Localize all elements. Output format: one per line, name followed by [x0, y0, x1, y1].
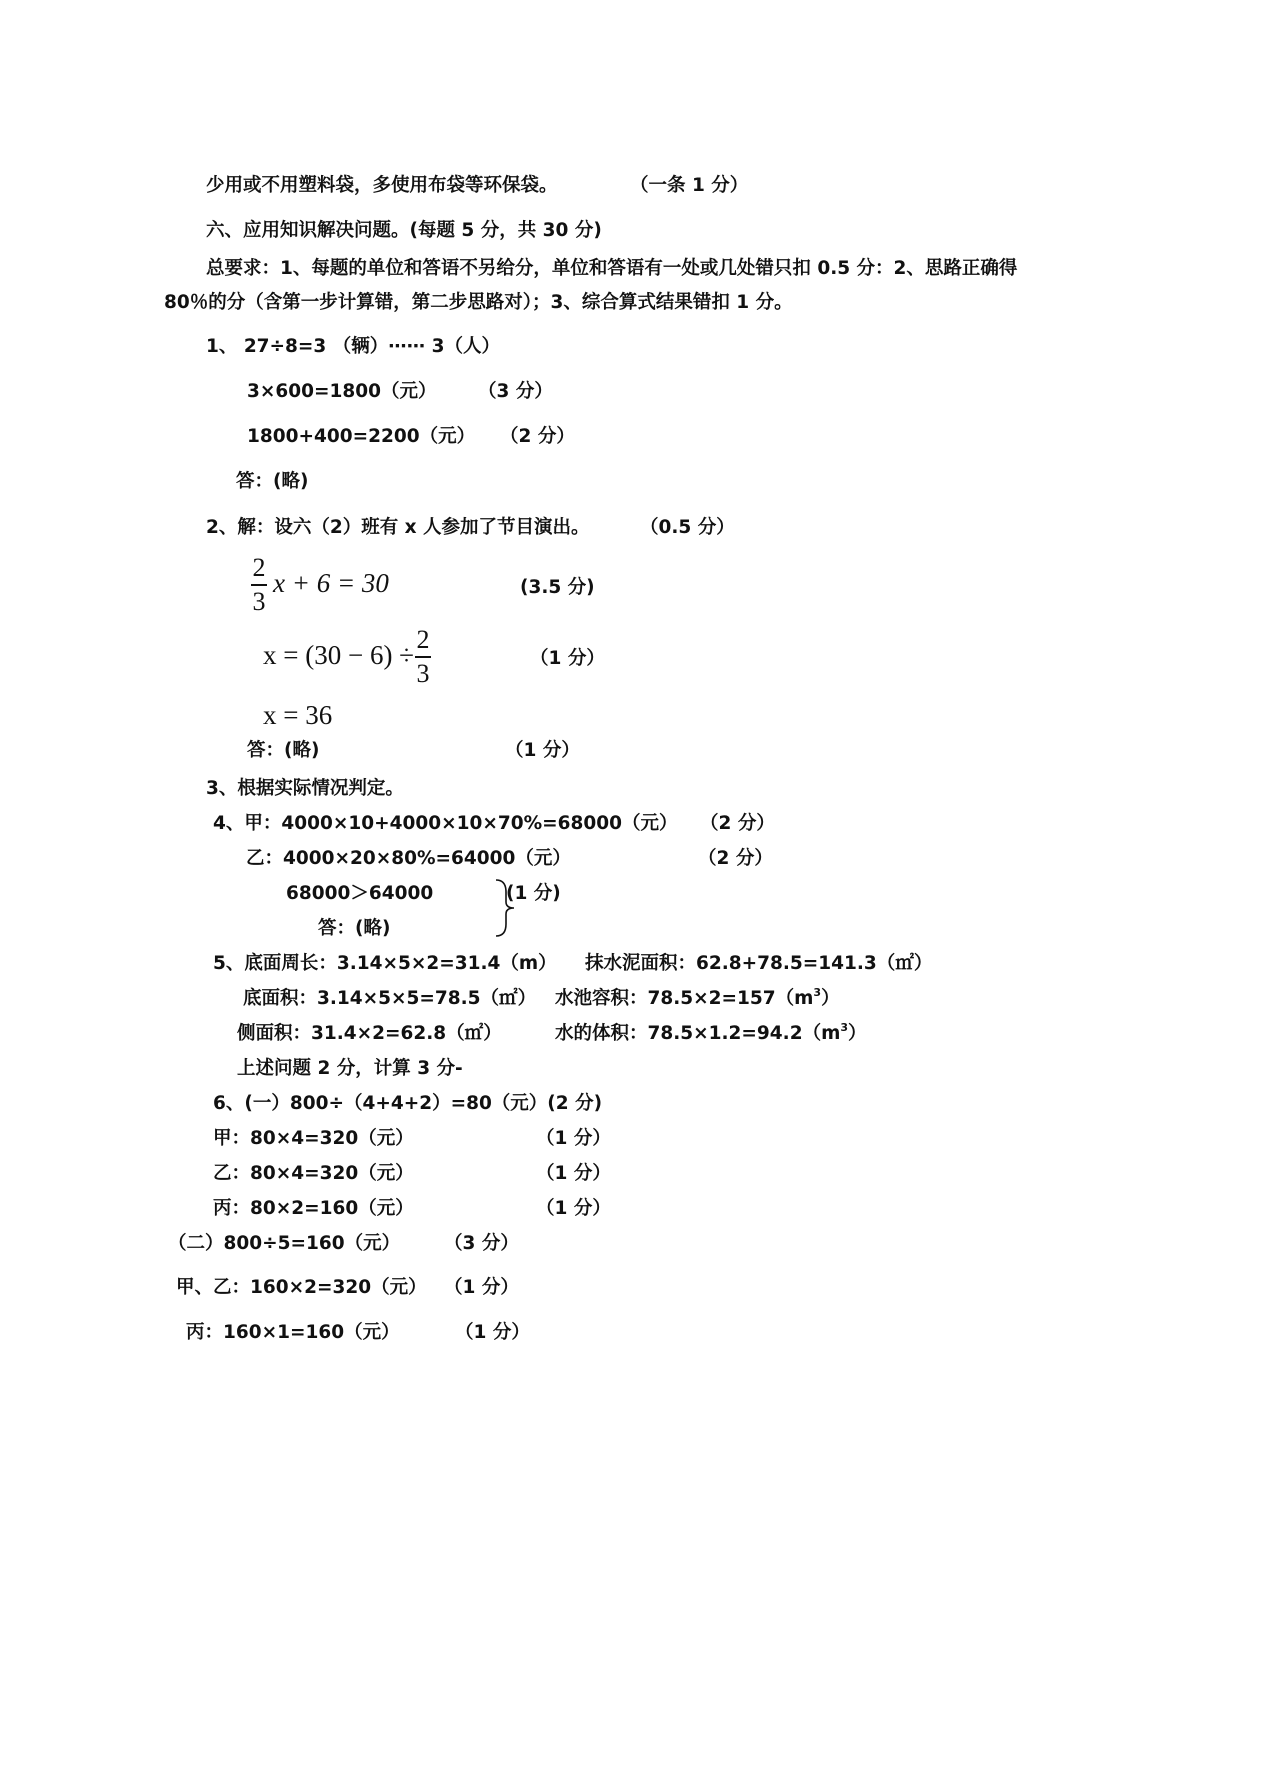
q5-pool-volume-close: ）	[821, 988, 840, 1009]
q1-step-3-score: （2 分）	[500, 426, 575, 447]
q2-equation-3: x = 36	[263, 700, 333, 730]
q1-answer: 答：(略)	[236, 471, 309, 492]
q5-side-area-text: 侧面积：31.4×2=62.8（	[237, 1023, 465, 1044]
q5-base-perimeter: 5、底面周长：3.14×5×2=31.4（m）	[213, 953, 557, 974]
q4-answer: 答：(略)	[318, 918, 391, 939]
q5-pool-volume-text: 水池容积：78.5×2=157（m	[555, 988, 814, 1009]
q1-step-1: 1、 27÷8=3 （辆）⋯⋯ 3（人）	[206, 336, 501, 357]
q5-pool-volume	[555, 988, 840, 1010]
q5-side-area-close: ）	[483, 1023, 502, 1044]
q5-plaster-area	[585, 953, 932, 975]
q5-water-volume-exponent: 3	[840, 1021, 848, 1034]
q6-yi: 乙：80×4=320（元）	[213, 1163, 414, 1184]
q4-compare: 68000＞64000	[286, 883, 434, 904]
q1-step-2: 3×600=1800（元）	[247, 381, 437, 402]
q2-answer: 答：(略)	[247, 740, 320, 761]
q5-plaster-area-text: 抹水泥面积：62.8+78.5=141.3（	[585, 953, 896, 974]
q2-eq2-denominator: 3	[416, 659, 430, 688]
q5-pool-volume-exponent: 3	[813, 986, 822, 999]
requirements-line-1: 总要求：1、每题的单位和答语不另给分，单位和答语有一处或几处错只扣 0.5 分：2、思路正确得	[206, 258, 1018, 279]
requirements-line-2: 80％的分（含第一步计算错，第二步思路对）；3、综合算式结果错扣 1 分。	[164, 292, 793, 313]
q6-jia-score: （1 分）	[536, 1128, 611, 1149]
section-six-title: 六、应用知识解决问题。(每题 5 分，共 30 分)	[206, 220, 602, 241]
q2-eq2-numerator: 2	[416, 625, 430, 654]
q6-part-2-score: （3 分）	[444, 1233, 519, 1254]
q5-water-volume-text: 水的体积：78.5×1.2=94.2（m	[555, 1023, 841, 1044]
q5-note: 上述问题 2 分，计算 3 分-	[237, 1058, 463, 1079]
q2-equation-2: x = (30 − 6) ÷	[263, 640, 415, 670]
q2-eq1-numerator: 2	[252, 553, 266, 582]
q4-jia: 4、甲：4000×10+4000×10×70%=68000（元）	[213, 813, 678, 834]
q4-jia-score: （2 分）	[700, 813, 775, 834]
q6-bing-2: 丙：160×1=160（元）	[186, 1322, 400, 1343]
q2-setup-score: （0.5 分）	[640, 517, 735, 538]
q6-jia-yi-score: （1 分）	[444, 1277, 519, 1298]
q2-equation-2-score: （1 分）	[530, 648, 605, 669]
q6-part-1: 6、(一）800÷（4+4+2）=80（元）(2 分)	[213, 1093, 603, 1114]
q2-answer-score: （1 分）	[505, 740, 580, 761]
q4-yi-score: （2 分）	[698, 848, 773, 869]
q4-compare-score: (1 分)	[506, 883, 561, 904]
q5-plaster-area-close: ）	[913, 953, 933, 974]
q6-jia: 甲：80×4=320（元）	[213, 1128, 414, 1149]
q2-eq1-fraction	[249, 552, 269, 618]
q6-bing-score: （1 分）	[536, 1198, 611, 1219]
q5-side-area	[237, 1023, 502, 1045]
env-score: （一条 1 分）	[630, 175, 749, 196]
q5-water-volume	[555, 1023, 867, 1045]
q6-part-2: （二）800÷5=160（元）	[168, 1233, 401, 1254]
q6-bing: 丙：80×2=160（元）	[213, 1198, 414, 1219]
q3-text: 3、根据实际情况判定。	[206, 778, 404, 799]
q5-side-area-unit: ㎡	[464, 1023, 484, 1044]
q5-base-area-text: 底面积：3.14×5×5=78.5（	[243, 988, 500, 1009]
q6-bing-2-score: （1 分）	[455, 1322, 530, 1343]
q1-step-2-score: （3 分）	[478, 381, 553, 402]
q5-base-area	[243, 988, 536, 1010]
q6-jia-yi: 甲、乙：160×2=320（元）	[176, 1277, 427, 1298]
q2-eq1-denominator: 3	[252, 587, 266, 616]
q2-equation-1: x + 6 = 30	[273, 568, 389, 598]
q5-base-area-unit: ㎡	[499, 988, 518, 1009]
q2-equation-1-score: (3.5 分)	[520, 577, 595, 598]
q4-yi: 乙：4000×20×80%=64000（元）	[246, 848, 571, 869]
q1-step-3: 1800+400=2200（元）	[247, 426, 476, 447]
env-tip: 少用或不用塑料袋，多使用布袋等环保袋。	[206, 175, 558, 196]
q6-yi-score: （1 分）	[536, 1163, 611, 1184]
q5-water-volume-close: ）	[848, 1023, 867, 1044]
q2-eq2-fraction	[413, 624, 433, 690]
q2-setup: 2、解：设六（2）班有 x 人参加了节目演出。	[206, 517, 590, 538]
q5-plaster-area-unit: ㎡	[895, 953, 914, 974]
q5-base-area-close: ）	[517, 988, 537, 1009]
